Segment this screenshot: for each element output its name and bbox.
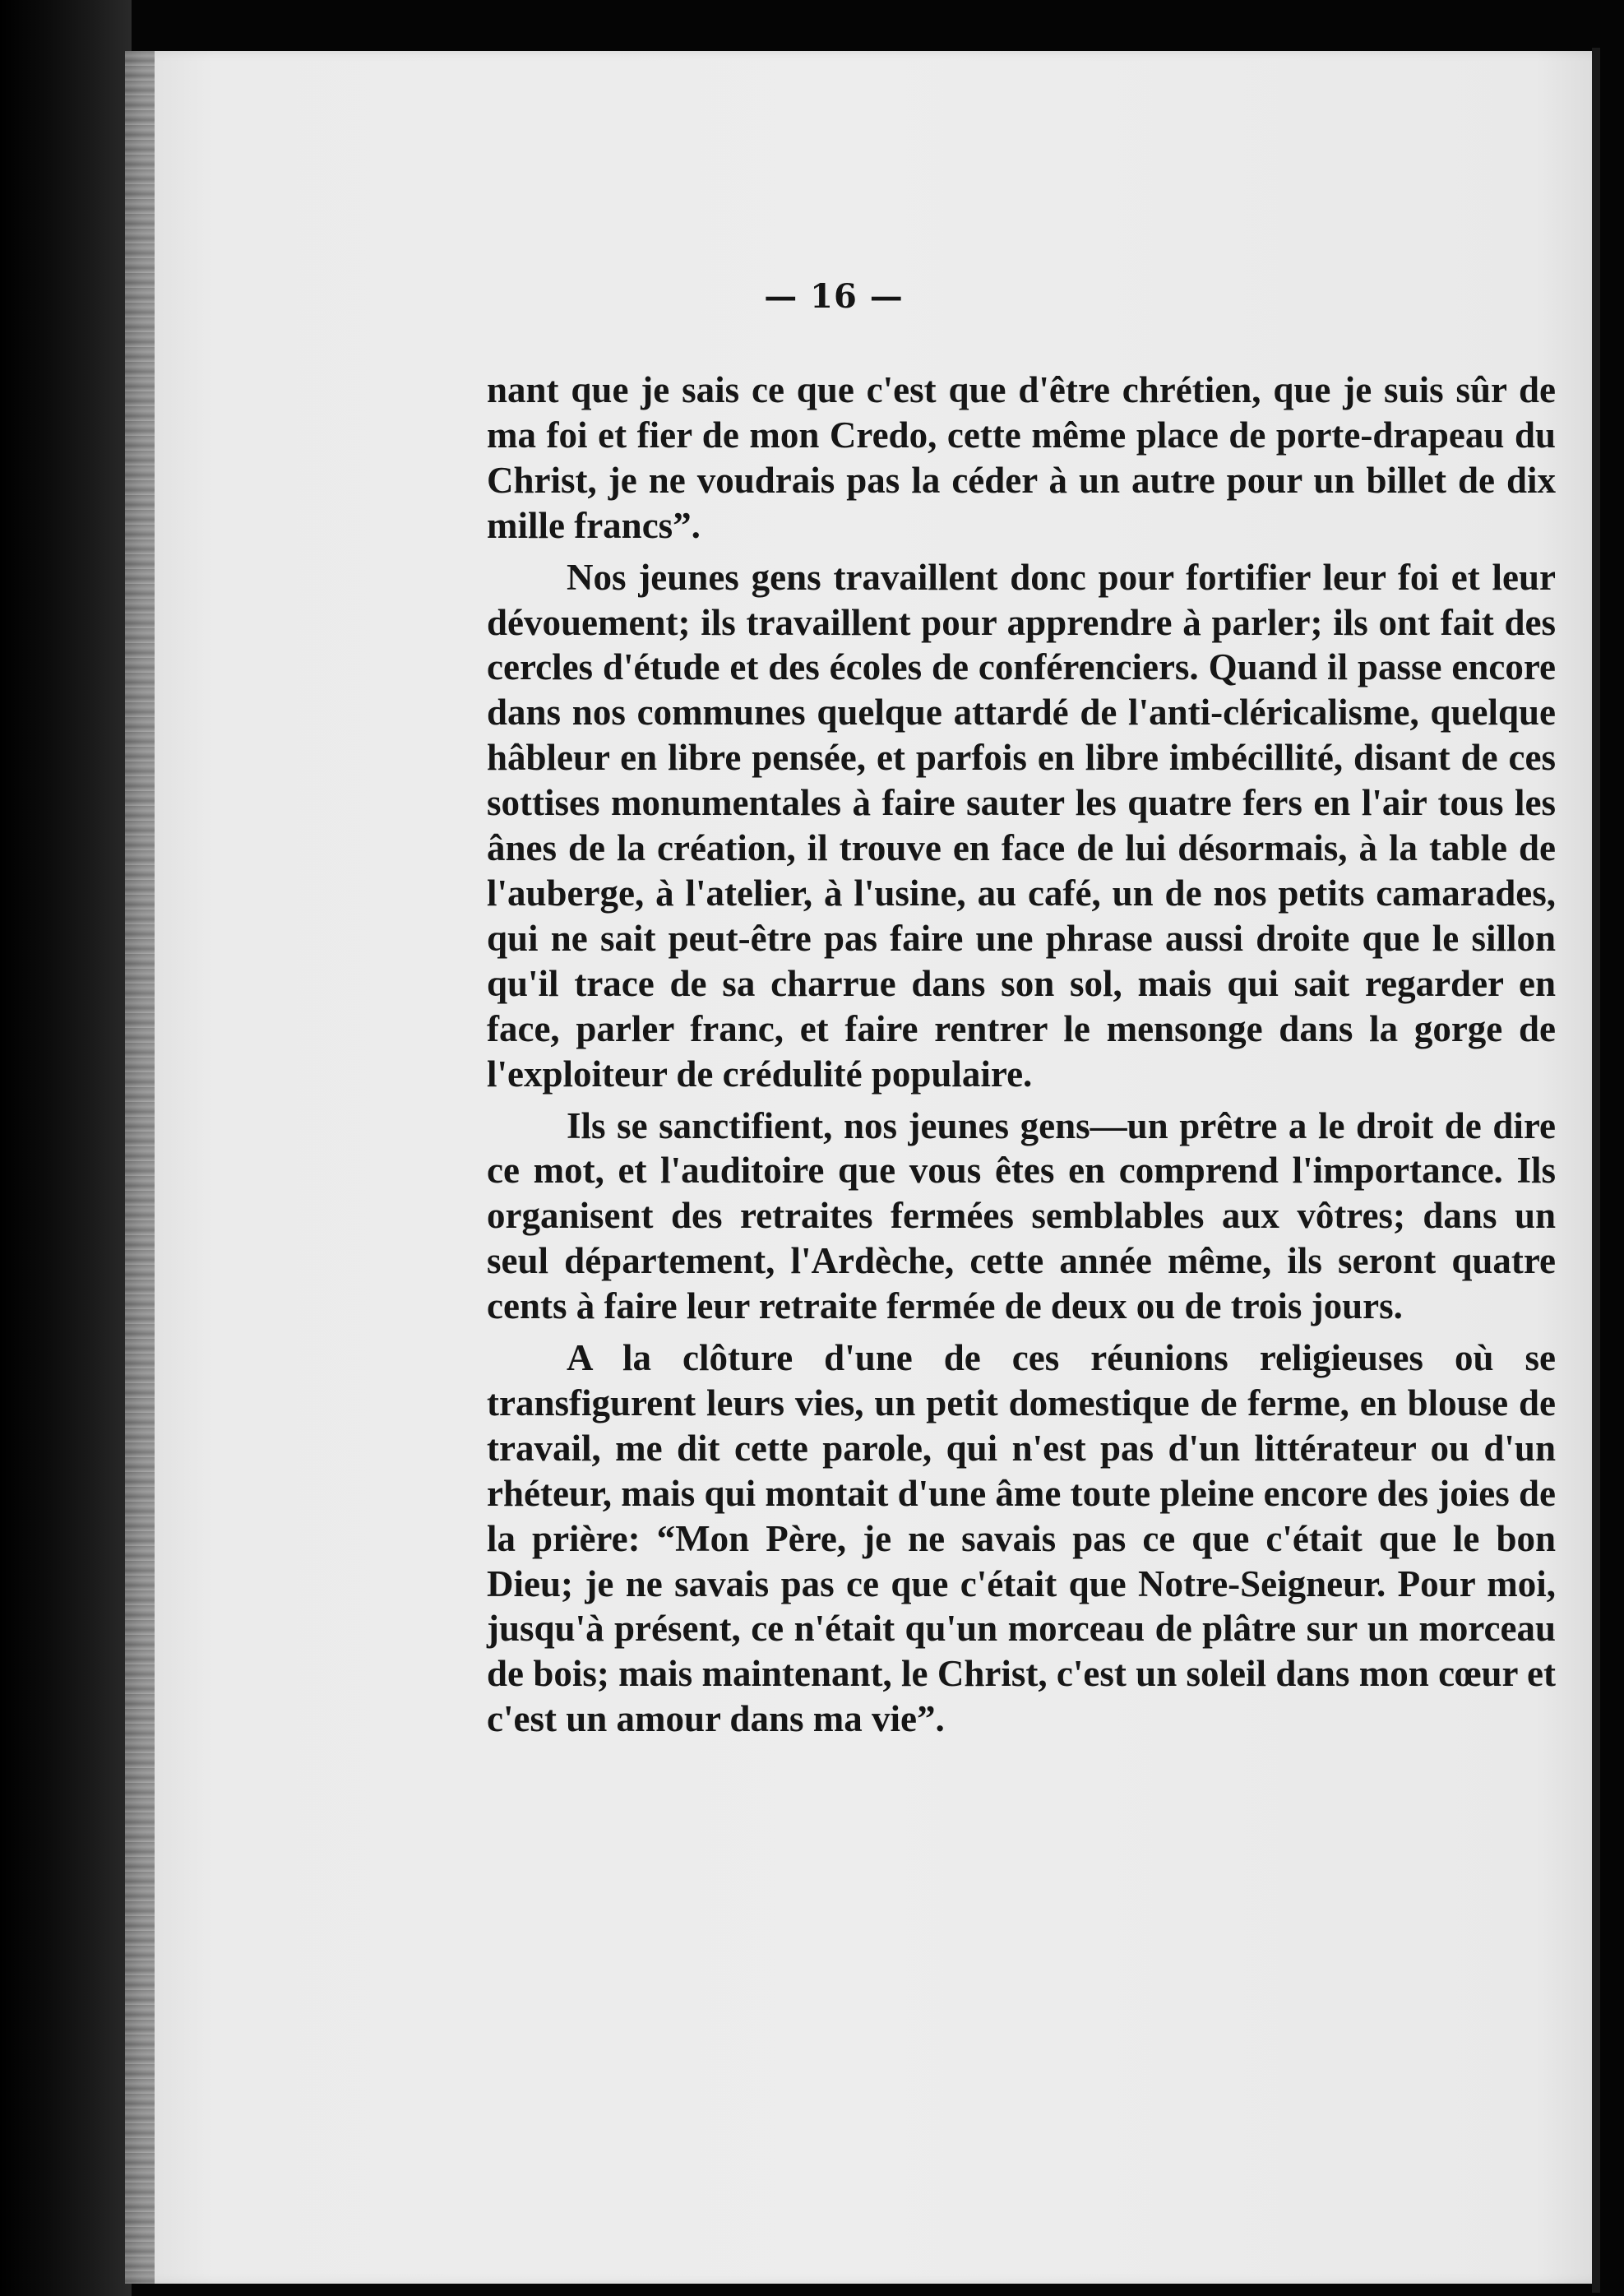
scanner-background — [0, 0, 132, 2296]
page-number: — 16 — — [764, 277, 904, 316]
paragraph: A la clôture d'une de ces réunions religieuses où se transfigurent leurs vies, un petit domestique de ferme, en blouse de travail, me dit cette parole, qui n'est pas d'un littérateur ou d'un rhéteur, mais qui montait d'une âme toute pleine encore des joies de la prière: “Mon Père, je ne savais pas ce que c'était que le bon Dieu; je ne savais pas ce que c'était que Notre-Seigneur. Pour moi, jusqu'à présent, ce n'était qu'un morceau de plâtre sur un morceau de bois; mais maintenant, le Christ, c'est un soleil dans mon cœur et c'est un amour dans ma vie”. — [487, 1337, 1556, 1740]
book-page — [125, 51, 1595, 2284]
paragraph-continued: nant que je sais ce que c'est que d'être chrétien, que je suis sûr de ma foi et fier de mon Credo, cette même place de porte-drapeau du Christ, je ne voudrais pas la céder à un autre pour un billet de dix mille francs”. — [487, 369, 1556, 546]
binding-edge — [125, 51, 155, 2284]
paragraph: Ils se sanctifient, nos jeunes gens—un prêtre a le droit de dire ce mot, et l'auditoire que vous êtes en comprend l'importance. Ils organisent des retraites fermées semblables aux vôtres; dans un seul département, l'Ardèche, cette année même, ils seront quatre cents à faire leur retraite fermée de deux ou de trois jours. — [487, 1104, 1556, 1327]
paragraph: Nos jeunes gens travaillent donc pour fortifier leur foi et leur dévouement; ils travaillent pour apprendre à parler; ils ont fait des cercles d'étude et des écoles de conférenciers. Quand il passe encore dans nos communes quelque attardé de l'anti-cléricalisme, quelque hâbleur en libre pensée, et parfois en libre imbécillité, disant de ces sottises monumentales à faire sauter les quatre fers en l'air tous les ânes de la création, il trouve en face de lui désormais, à la table de l'auberge, à l'atelier, à l'usine, au café, un de nos petits camarades, qui ne sait peut-être pas faire une phrase aussi droite que le sillon qu'il trace de sa charrue dans son sol, mais qui sait regarder en face, parler franc, et faire rentrer le mensonge dans la gorge de l'exploiteur de crédulité populaire. — [487, 556, 1556, 1095]
page-edge — [1592, 48, 1600, 2293]
body-text — [487, 368, 1556, 1748]
